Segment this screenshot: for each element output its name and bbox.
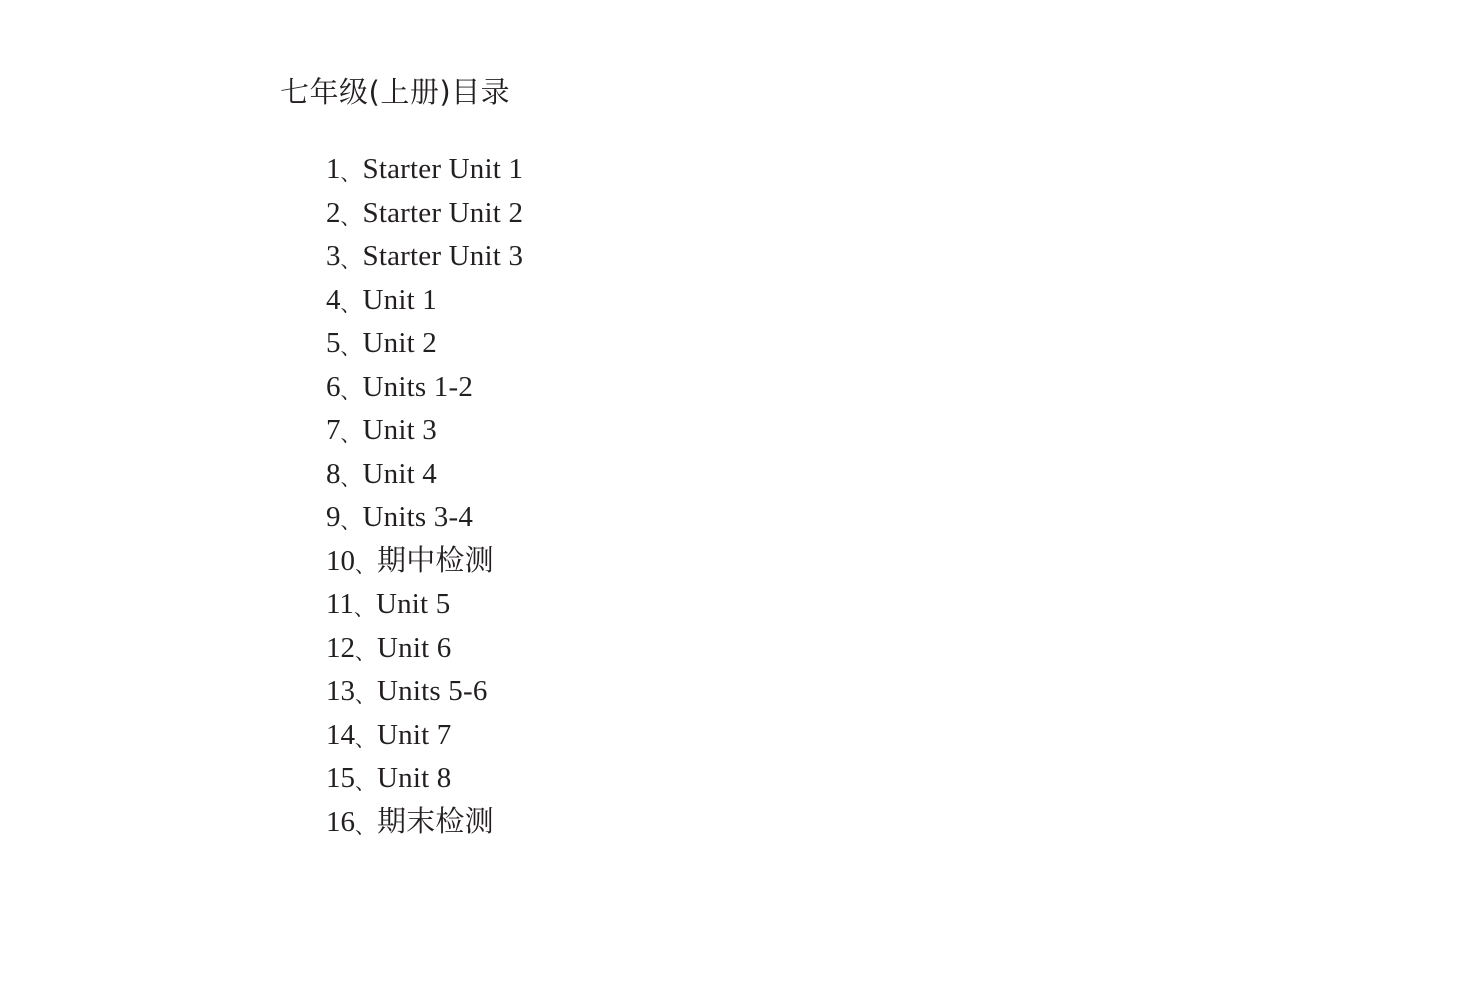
toc-entry-title: Units 5-6: [377, 675, 488, 707]
toc-entry-separator: 、: [340, 509, 361, 533]
toc-entry-title: Unit 8: [377, 762, 452, 794]
toc-entry-separator: 、: [353, 596, 374, 620]
toc-entry-title: 期中检测: [377, 544, 494, 577]
toc-entry-separator: 、: [355, 683, 375, 707]
toc-entry-number: 14: [326, 718, 355, 751]
toc-entry-separator: 、: [340, 248, 361, 272]
toc-entry-number: 10: [326, 544, 355, 577]
toc-entry-4[interactable]: [326, 279, 523, 323]
toc-entry-title: Unit 4: [362, 457, 438, 490]
toc-entry-separator: 、: [355, 639, 375, 664]
toc-entry-separator: 、: [340, 465, 361, 490]
toc-entry-title: Unit 7: [377, 718, 452, 751]
toc-entry-number: 15: [326, 762, 355, 794]
toc-entry-title: Unit 6: [377, 631, 452, 664]
toc-entry-number: 1: [326, 153, 341, 185]
toc-entry-separator: 、: [340, 291, 361, 316]
toc-entry-separator: 、: [355, 726, 375, 751]
toc-entry-title: Unit 2: [362, 327, 438, 359]
toc-entry-12[interactable]: [326, 627, 523, 671]
toc-entry-separator: 、: [340, 378, 361, 403]
toc-entry-16[interactable]: [326, 801, 523, 845]
toc-entry-11[interactable]: [326, 583, 523, 627]
toc-entry-separator: 、: [340, 161, 361, 185]
toc-entry-number: 12: [326, 631, 355, 664]
toc-entry-separator: 、: [355, 770, 375, 794]
toc-entry-8[interactable]: [326, 453, 523, 497]
toc-entry-title: 期末检测: [377, 805, 494, 838]
toc-entry-separator: 、: [355, 552, 375, 577]
toc-entry-separator: 、: [340, 204, 361, 229]
toc-entry-number: 7: [326, 414, 341, 446]
toc-entry-title: Units 1-2: [362, 370, 474, 403]
toc-entry-title: Units 3-4: [362, 501, 474, 533]
toc-entry-separator: 、: [355, 813, 375, 838]
toc-entry-14[interactable]: [326, 714, 523, 758]
toc-entry-number: 16: [326, 805, 355, 838]
toc-entry-separator: 、: [340, 335, 361, 359]
page-title: 七年级(上册)目录: [280, 75, 511, 109]
toc-entry-10[interactable]: [326, 540, 523, 584]
toc-entry-number: 13: [326, 675, 355, 707]
toc-entry-2[interactable]: [326, 192, 523, 236]
toc-entry-13[interactable]: [326, 670, 523, 714]
toc-entry-9[interactable]: [326, 496, 523, 540]
toc-entry-number: 6: [326, 370, 341, 403]
toc-entry-separator: 、: [340, 422, 361, 446]
toc-entry-title: Unit 5: [375, 588, 451, 620]
toc-entry-number: 3: [326, 240, 341, 272]
toc-entry-title: Unit 3: [362, 414, 438, 446]
toc-entry-1[interactable]: [326, 148, 523, 192]
toc-entry-number: 8: [326, 457, 341, 490]
toc-entry-number: 11: [326, 588, 354, 620]
toc-entry-number: 9: [326, 501, 341, 533]
toc-entry-number: 4: [326, 283, 341, 316]
toc-entry-number: 5: [326, 327, 341, 359]
toc-entry-5[interactable]: [326, 322, 523, 366]
toc-entry-title: Starter Unit 2: [362, 196, 524, 229]
table-of-contents: [326, 148, 523, 844]
toc-entry-7[interactable]: [326, 409, 523, 453]
toc-entry-6[interactable]: [326, 366, 523, 410]
toc-entry-number: 2: [326, 196, 341, 229]
toc-entry-3[interactable]: [326, 235, 523, 279]
toc-entry-title: Starter Unit 1: [362, 153, 524, 185]
toc-entry-title: Unit 1: [362, 283, 438, 316]
toc-entry-15[interactable]: [326, 757, 523, 801]
toc-entry-title: Starter Unit 3: [362, 240, 524, 272]
